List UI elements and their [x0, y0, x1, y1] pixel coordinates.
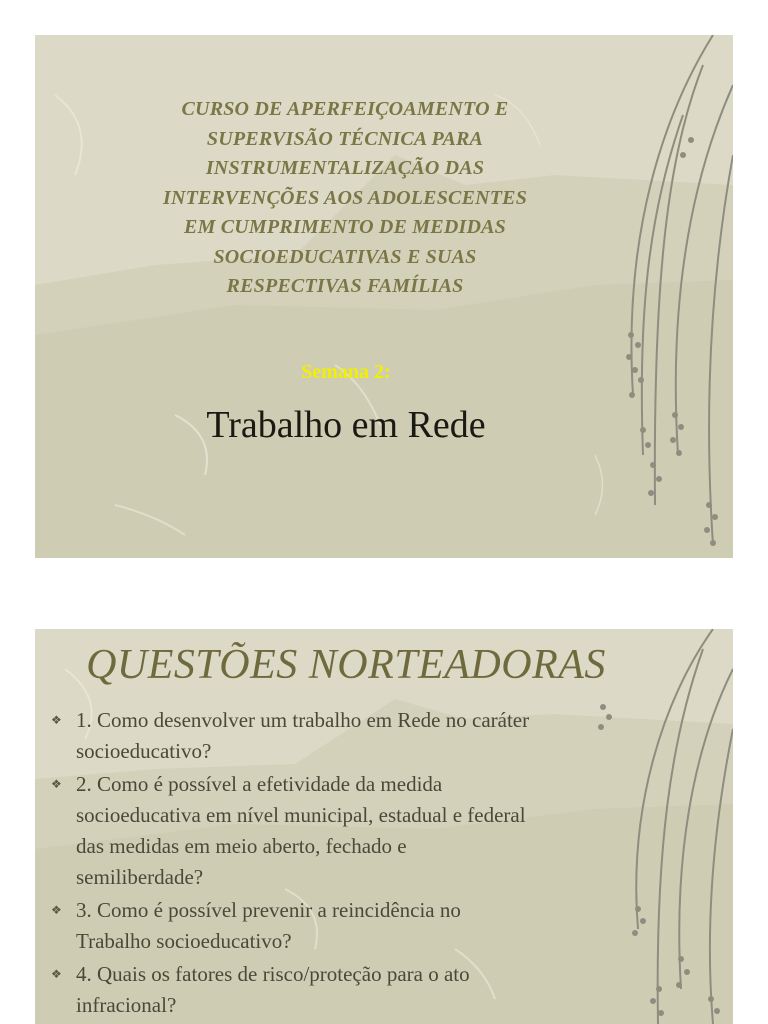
question-line: infracional?	[76, 993, 177, 1017]
course-title-line: SUPERVISÃO TÉCNICA PARA	[206, 127, 484, 150]
question-line: socioeducativo?	[76, 739, 212, 763]
course-title-line: SOCIOEDUCATIVAS E SUAS	[213, 245, 477, 268]
diamond-bullet-icon: ❖	[51, 777, 62, 791]
list-item	[51, 769, 631, 893]
slide-questions	[35, 629, 733, 1024]
course-title-line: RESPECTIVAS FAMÍLIAS	[226, 275, 464, 297]
week-label: Semana 2:	[301, 361, 391, 383]
list-item	[51, 895, 631, 957]
slide-title	[35, 35, 733, 558]
slide-heading: Trabalho em Rede	[206, 404, 486, 446]
question-line: Trabalho socioeducativo?	[76, 929, 292, 953]
question-line: 4. Quais os fatores de risco/proteção para o ato	[76, 962, 470, 986]
list-item	[51, 959, 631, 1021]
willow-branches-icon	[583, 35, 733, 558]
question-line: das medidas em meio aberto, fechado e	[76, 834, 407, 858]
course-title-line: CURSO DE APERFEIÇOAMENTO E	[181, 98, 509, 120]
question-line: socioeducativa em nível municipal, estadual e federal	[76, 803, 526, 827]
diamond-bullet-icon: ❖	[51, 967, 62, 981]
questions-list	[51, 705, 631, 1023]
course-title-line: INSTRUMENTALIZAÇÃO DAS	[205, 157, 485, 179]
question-line: 2. Como é possível a efetividade da medida	[76, 772, 443, 796]
question-line: semiliberdade?	[76, 865, 204, 889]
question-line: 3. Como é possível prevenir a reincidência no	[76, 898, 461, 922]
list-item	[51, 705, 631, 767]
diamond-bullet-icon: ❖	[51, 903, 62, 917]
course-title-line: INTERVENÇÕES AOS ADOLESCENTES	[162, 186, 528, 209]
question-line: 1. Como desenvolver um trabalho em Rede no caráter	[76, 708, 530, 732]
diamond-bullet-icon: ❖	[51, 713, 62, 727]
course-title	[105, 95, 585, 302]
questions-heading: QUESTÕES NORTEADORAS	[86, 642, 606, 688]
course-title-line: EM CUMPRIMENTO DE MEDIDAS	[184, 216, 506, 238]
